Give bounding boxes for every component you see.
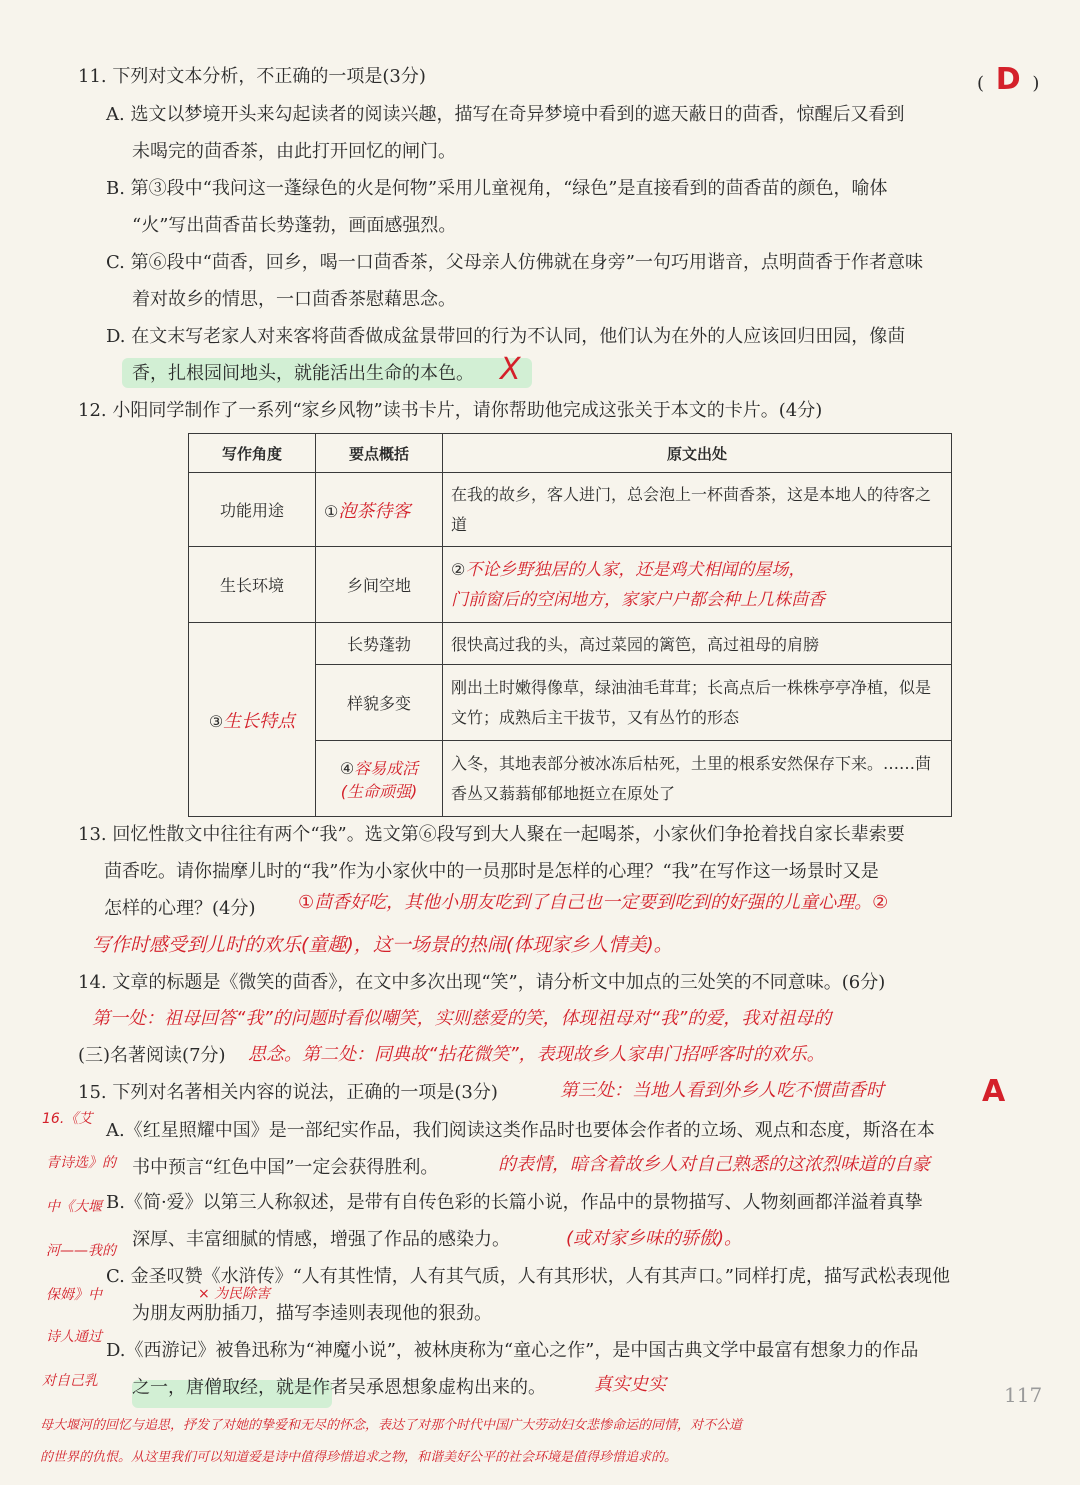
q11-answer [977, 62, 1039, 97]
row3-point: 长势蓬勃 [316, 623, 443, 665]
row2-source-handwritten-1: 不论乡野独居的人家，还是鸡犬相闻的屋场， [465, 559, 806, 580]
row5-point-handwritten-2: (生命顽强) [340, 781, 418, 801]
q11-option-c-line1: C. 第⑥段中“茴香，回乡，喝一口茴香茶，父母亲人仿佛就在身旁”一句巧用谐音，点明茴香于作者意味 [106, 252, 923, 273]
q11-answer-letter: D [995, 62, 1021, 97]
row2-source-handwritten-2: 门前窗后的空闲地方，家家户户都会种上几株茴香 [451, 589, 825, 610]
q16-margin-line-4: 河——我的 [46, 1243, 116, 1259]
q13-line3: 怎样的心理？(4分) [104, 898, 256, 919]
page-number: 117 [1004, 1383, 1043, 1407]
q14-handwritten-5: (或对家乡味的骄傲)。 [566, 1228, 743, 1249]
q14-handwritten-3: 第三处：当地人看到外乡人吃不惯茴香时 [560, 1080, 884, 1101]
reading-card-table [188, 433, 952, 817]
row5-point-handwritten-1: 容易成活 [354, 758, 419, 778]
q11-option-c-line2: 着对故乡的情思，一口茴香茶慰藉思念。 [132, 289, 456, 310]
row1-point [316, 473, 443, 547]
table-row [189, 473, 952, 547]
q11-paren-close: ) [1032, 73, 1040, 94]
q11-option-a-line2: 未喝完的茴香茶，由此打开回忆的闸门。 [132, 141, 456, 162]
row4-source: 刚出土时嫩得像草，绿油油毛茸茸；长高点后一株株亭亭净植，似是文竹；成熟后主干拔节，又有丛竹的形态 [443, 665, 952, 741]
q15-option-b-line1: B.《简·爱》以第三人称叙述，是带有自传色彩的长篇小说，作品中的景物描写、人物刻画都洋溢着真挚 [106, 1192, 923, 1213]
q15-option-a-line2: 书中预言“红色中国”一定会获得胜利。 [132, 1157, 439, 1178]
q15-option-c-line1: C. 金圣叹赞《水浒传》“人有其性情，人有其气质，人有其形状，人有其声口。”同样打虎，描写武松表现他 [106, 1266, 950, 1287]
row2-angle: 生长环境 [189, 547, 316, 623]
q15-option-d-line2: 之一，唐僧取经，就是作者吴承恩想象虚构出来的。 [132, 1377, 546, 1398]
row1-source: 在我的故乡，客人进门，总会泡上一杯茴香茶，这是本地人的待客之道 [443, 473, 952, 547]
table-header-row [189, 434, 952, 473]
row2-source [443, 547, 952, 623]
q11-option-d-line1: D. 在文末写老家人对来客将茴香做成盆景带回的行为不认同，他们认为在外的人应该回归田园，像茴 [106, 326, 906, 347]
q16-margin-line-5: 保姆》中 [46, 1287, 102, 1303]
row1-point-handwritten: 泡茶待客 [338, 500, 411, 522]
q16-margin-line-1: 16.《艾 [42, 1111, 93, 1127]
q13-line2: 茴香吃。请你揣摩儿时的“我”作为小家伙中的一员那时是怎样的心理？“我”在写作这一场景时又是 [104, 861, 879, 882]
row4-point: 样貌多变 [316, 665, 443, 741]
q15-option-d-line1: D.《西游记》被鲁迅称为“神魔小说”，被林庚称为“童心之作”，是中国古典文学中最富有想象力的作品 [106, 1340, 919, 1361]
q15-d-handwritten: 真实史实 [594, 1374, 666, 1395]
row3-angle-num: ③ [208, 711, 224, 731]
header-point: 要点概括 [316, 434, 443, 473]
q16-margin-line-2: 青诗选》的 [46, 1155, 116, 1171]
q13-handwritten-answer-1: ①茴香好吃，其他小朋友吃到了自己也一定要到吃到的好强的儿童心理。② [298, 892, 889, 913]
q13-line1: 13. 回忆性散文中往往有两个“我”。选文第⑥段写到大人聚在一起喝茶，小家伙们争抢着找自家长辈索要 [78, 824, 905, 845]
q15-answer [982, 1074, 1005, 1109]
q15-option-c-line2: 为朋友两肋插刀，描写李逵则表现他的狠劲。 [132, 1303, 492, 1324]
q16-bottom-handwritten-1: 母大堰河的回忆与追思，抒发了对她的挚爱和无尽的怀念，表达了对那个时代中国广大劳动妇女悲惨命运的同情，对不公道 [40, 1418, 743, 1433]
q11-option-b-line2: “火”写出茴香苗长势蓬勃，画面感强烈。 [132, 215, 457, 236]
row1-angle: 功能用途 [189, 473, 316, 547]
q16-margin-line-3: 中《大堰 [46, 1199, 102, 1215]
q14-handwritten-2: 思念。第二处：同典故“拈花微笑”，表现故乡人家串门招呼客时的欢乐。 [248, 1044, 825, 1065]
q15-option-b-line2: 深厚、丰富细腻的情感，增强了作品的感染力。 [132, 1229, 510, 1250]
q11-option-a-line1: A. 选文以梦境开头来勾起读者的阅读兴趣，描写在奇异梦境中看到的遮天蔽日的茴香，惊醒后又看到 [106, 104, 905, 125]
q11-option-b-line1: B. 第③段中“我问这一蓬绿色的火是何物”采用儿童视角，“绿色”是直接看到的茴香苗的颜色，喻体 [106, 178, 888, 199]
row3-source: 很快高过我的头，高过菜园的篱笆，高过祖母的肩膀 [443, 623, 952, 665]
row2-source-num: ② [451, 559, 466, 579]
q15-answer-letter: A [982, 1074, 1006, 1109]
row3-angle-handwritten: 生长特点 [223, 710, 296, 732]
q11-stem: 11. 下列对文本分析，不正确的一项是(3分) [78, 66, 426, 87]
q16-bottom-handwritten-2: 的世界的仇恨。从这里我们可以知道爱是诗中值得珍惜追求之物，和谐美好公平的社会环境是值得珍惜追求的。 [40, 1450, 678, 1465]
row5-source: 入冬，其地表部分被冰冻后枯死，土里的根系安然保存下来。……茴香丛又蓊蓊郁郁地挺立在原处了 [443, 741, 952, 817]
q15-option-a-line1: A.《红星照耀中国》是一部纪实作品，我们阅读这类作品时也要体会作者的立场、观点和态度，斯洛在本 [106, 1120, 935, 1141]
q11-option-d-line2: 香，扎根园间地头，就能活出生命的本色。 [132, 363, 474, 384]
section-famous-works: (三)名著阅读(7分) [78, 1045, 226, 1066]
q16-margin-line-6: 诗人通过 [46, 1329, 102, 1345]
row5-point-num: ④ [339, 758, 355, 778]
q14-handwritten-4: 的表情，暗含着故乡人对自己熟悉的这浓烈味道的自豪 [498, 1154, 930, 1175]
row3-angle [189, 623, 316, 817]
q14-stem: 14. 文章的标题是《微笑的茴香》，在文中多次出现“笑”，请分析文中加点的三处笑的不同意味。(6分) [78, 972, 886, 993]
row2-point: 乡间空地 [316, 547, 443, 623]
q16-margin-line-7: 对自己乳 [42, 1373, 98, 1389]
q11-d-cross-mark: X [500, 352, 521, 387]
q13-handwritten-answer-2: 写作时感受到儿时的欢乐(童趣)，这一场景的热闹(体现家乡人情美)。 [92, 934, 673, 956]
row1-point-num: ① [324, 501, 339, 521]
q12-stem: 12. 小阳同学制作了一系列“家乡风物”读书卡片，请你帮助他完成这张关于本文的卡片。(4分) [78, 400, 823, 421]
q14-handwritten-1: 第一处：祖母回答“我”的问题时看似嘲笑，实则慈爱的笑，体现祖母对“我”的爱，我对祖母的 [92, 1008, 832, 1029]
table-row [189, 623, 952, 665]
q11-paren-open: ( [977, 73, 985, 94]
q15-stem: 15. 下列对名著相关内容的说法，正确的一项是(3分) [78, 1082, 498, 1103]
row5-point [316, 741, 443, 817]
q15-c-handwritten: × 为民除害 [198, 1286, 271, 1302]
header-angle: 写作角度 [189, 434, 316, 473]
header-source: 原文出处 [443, 434, 952, 473]
table-row [189, 547, 952, 623]
